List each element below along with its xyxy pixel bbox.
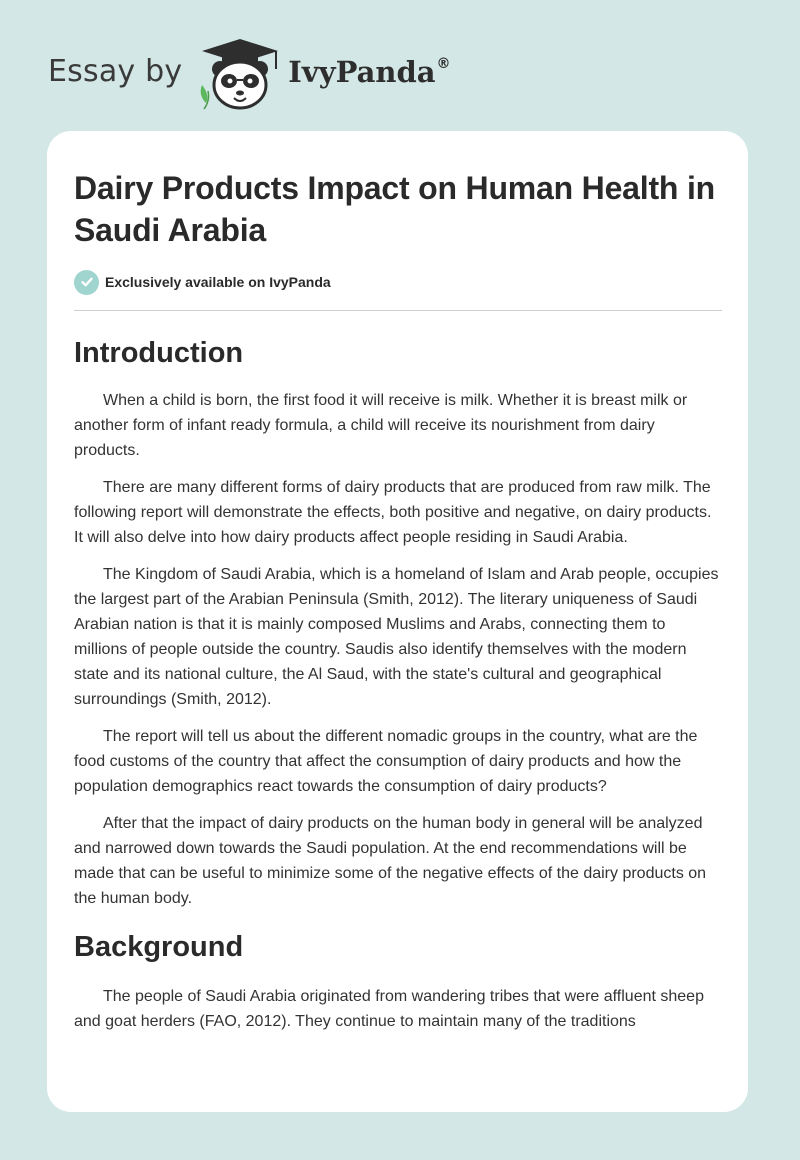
background-body <box>74 984 722 1034</box>
paragraph: The people of Saudi Arabia originated from wandering tribes that were affluent sheep and goat herders (FAO, 2012). They continue to maintain many of the traditions <box>74 988 704 1030</box>
essay-by-label: Essay by <box>48 53 183 89</box>
check-icon <box>74 270 99 295</box>
registered-mark: ® <box>436 56 451 72</box>
panda-logo-icon[interactable] <box>196 35 284 113</box>
exclusive-badge <box>74 267 722 297</box>
section-heading-introduction: Introduction <box>74 337 244 369</box>
essay-title: Dairy Products Impact on Human Health in Saudi Arabia <box>74 170 716 248</box>
paragraph: The Kingdom of Saudi Arabia, which is a homeland of Islam and Arab people, occupies the largest part of the Arabian Peninsula (Smith, 2012). The literary uniqueness of Saudi Arabian nation is that it is mainly composed Muslims and Arabs, connecting them to millions of people outside the country. Saudis also identify themselves with the modern state and its national culture, the Al Saud, with the state's cultural and geographical surroundings (Smith, 2012). <box>74 566 719 708</box>
divider <box>74 310 722 311</box>
paragraph: The report will tell us about the different nomadic groups in the country, what are the food customs of the country that affect the consumption of dairy products and how the population demographics react towards the consumption of dairy products? <box>74 728 698 795</box>
essay-card <box>47 131 748 1112</box>
brand-name[interactable]: IvyPanda® <box>288 55 451 89</box>
paragraph: There are many different forms of dairy products that are produced from raw milk. The following report will demonstrate the effects, both positive and negative, on dairy products. It will also delve into how dairy products affect people residing in Saudi Arabia. <box>74 479 712 546</box>
introduction-body <box>74 388 722 911</box>
paragraph: After that the impact of dairy products on the human body in general will be analyzed and narrowed down towards the Saudi population. At the end recommendations will be made that can be useful to minimize some of the negative effects of the dairy products on the human body. <box>74 815 707 907</box>
paragraph: When a child is born, the first food it will receive is milk. Whether it is breast milk or another form of infant ready formula, a child will receive its nourishment from dairy products. <box>74 392 688 459</box>
section-heading-background: Background <box>74 931 244 963</box>
badge-label: Exclusively available on IvyPanda <box>105 274 331 290</box>
site-header <box>48 34 648 114</box>
